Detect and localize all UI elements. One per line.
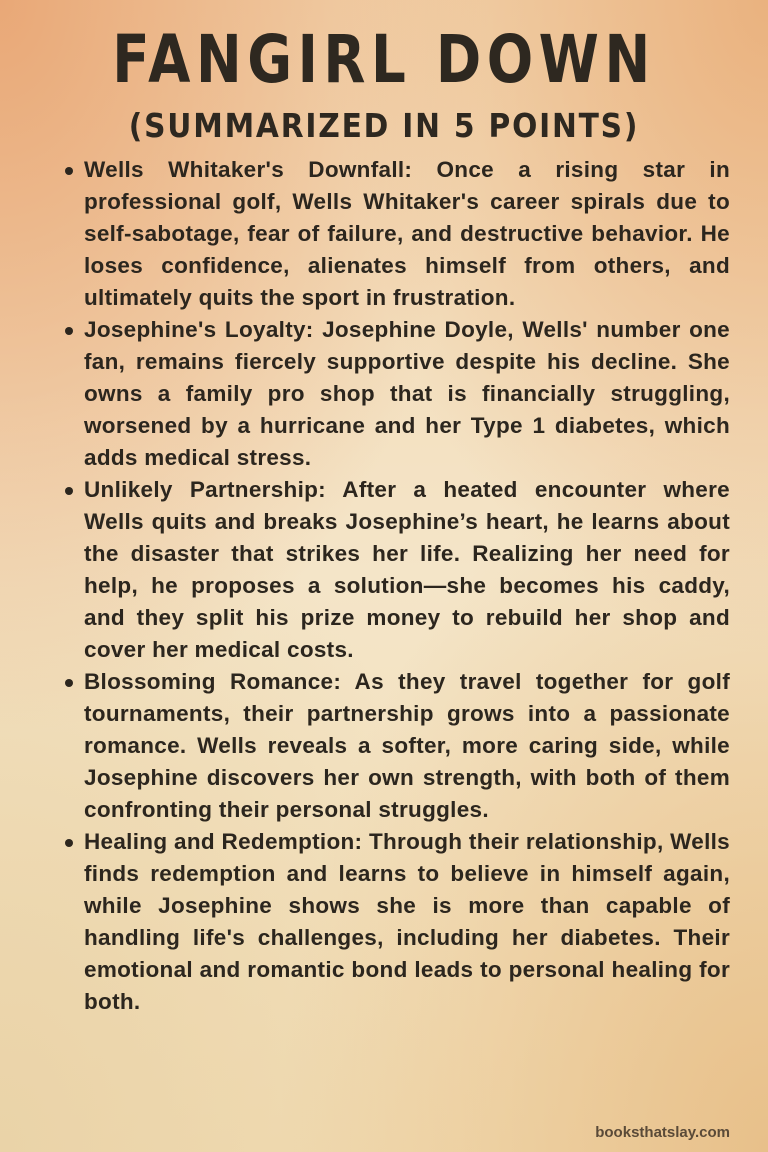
list-item (84, 154, 730, 314)
bullet-icon (65, 327, 73, 335)
list-item-text: Wells Whitaker's Downfall: Once a rising star in professional golf, Wells Whitaker's career spirals due to self-sabotage, fear of failure, and destructive behavior. He loses confidence, alienates himself from others, and ultimately quits the sport in frustration. (84, 157, 730, 310)
page-subtitle: (SUMMARIZED IN 5 POINTS) (128, 106, 640, 145)
list-item-text: Josephine's Loyalty: Josephine Doyle, Wells' number one fan, remains fiercely supportive despite his decline. She owns a family pro shop that is financially struggling, worsened by a hurricane and her Type 1 diabetes, which adds medical stress. (84, 317, 730, 470)
summary-list (84, 154, 730, 1018)
list-item (84, 474, 730, 666)
bullet-icon (65, 487, 73, 495)
site-watermark: booksthatslay.com (595, 1124, 730, 1141)
list-item-text: Unlikely Partnership: After a heated encounter where Wells quits and breaks Josephine’s heart, he learns about the disaster that strikes her life. Realizing her need for help, he proposes a solution—she becomes his caddy, and they split his prize money to rebuild her shop and cover her medical costs. (84, 477, 730, 662)
list-item (84, 826, 730, 1018)
bullet-icon (65, 679, 73, 687)
list-item (84, 666, 730, 826)
page-title: FANGIRL DOWN (112, 21, 656, 98)
list-item (84, 314, 730, 474)
bullet-icon (65, 167, 73, 175)
bullet-icon (65, 839, 73, 847)
list-item-text: Healing and Redemption: Through their relationship, Wells finds redemption and learns to believe in himself again, while Josephine shows she is more than capable of handling life's challenges, including her diabetes. Their emotional and romantic bond leads to personal healing for both. (84, 829, 730, 1014)
list-item-text: Blossoming Romance: As they travel together for golf tournaments, their partnership grows into a passionate romance. Wells reveals a softer, more caring side, while Josephine discovers her own strength, with both of them confronting their personal struggles. (84, 669, 730, 822)
